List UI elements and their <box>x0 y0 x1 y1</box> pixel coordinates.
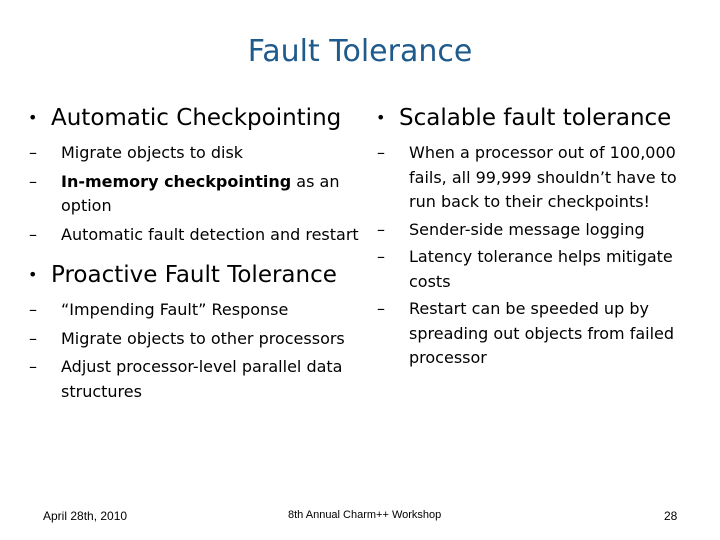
slide-title: Fault Tolerance <box>247 34 473 69</box>
bullet-icon: • <box>376 108 386 127</box>
list-item <box>376 245 706 294</box>
dash-icon: – <box>377 143 385 162</box>
bullet-icon: • <box>28 265 38 284</box>
list-item-text: Adjust processor-level parallel data structures <box>61 357 343 401</box>
list-item-text: When a processor out of 100,000 fails, all 99,999 shouldn’t have to run back to their checkpoints! <box>409 143 677 211</box>
page-number: 28 <box>664 509 678 523</box>
footer-event: 8th Annual Charm++ Workshop <box>288 509 442 521</box>
bullet-icon: • <box>28 108 38 127</box>
list-item-text: as an option <box>61 171 340 215</box>
list-item <box>376 141 706 215</box>
dash-icon: – <box>29 328 37 348</box>
sub-list-proactive <box>28 298 373 404</box>
footer-date: April 28th, 2010 <box>43 509 128 523</box>
bullet-label: Scalable fault tolerance <box>399 105 672 131</box>
sub-list-checkpointing <box>28 141 373 247</box>
bullet-automatic-checkpointing <box>28 104 373 132</box>
right-column <box>376 104 706 371</box>
list-item-bold-text: In-memory checkpointing <box>61 171 292 191</box>
bullet-proactive-fault-tolerance <box>28 261 373 289</box>
dash-icon: – <box>377 299 385 318</box>
dash-icon: – <box>29 300 37 319</box>
list-item <box>28 223 373 248</box>
list-item <box>376 297 706 371</box>
list-item <box>28 141 373 166</box>
sub-list-scalable <box>376 141 706 371</box>
list-item <box>28 355 373 404</box>
list-item-text: Sender-side message logging <box>409 219 645 239</box>
left-column <box>28 104 373 404</box>
bullet-scalable-fault-tolerance <box>376 104 706 132</box>
list-item-text: Latency tolerance helps mitigate costs <box>409 247 673 291</box>
dash-icon: – <box>377 219 385 239</box>
dash-icon: – <box>29 171 37 191</box>
dash-icon: – <box>29 357 37 376</box>
dash-icon: – <box>29 224 37 244</box>
list-item <box>28 298 373 323</box>
list-item-text: Automatic fault detection and restart <box>61 224 359 244</box>
bullet-label: Proactive Fault Tolerance <box>51 262 337 288</box>
dash-icon: – <box>29 143 37 162</box>
dash-icon: – <box>377 247 385 266</box>
list-item <box>376 218 706 243</box>
bullet-label: Automatic Checkpointing <box>51 105 342 131</box>
list-item-text: Migrate objects to disk <box>61 143 244 162</box>
list-item-text: “Impending Fault” Response <box>61 300 289 319</box>
list-item-text: Migrate objects to other processors <box>61 328 345 348</box>
list-item <box>28 170 373 219</box>
list-item <box>28 327 373 352</box>
list-item-text: Restart can be speeded up by spreading out objects from failed processor <box>409 299 675 367</box>
